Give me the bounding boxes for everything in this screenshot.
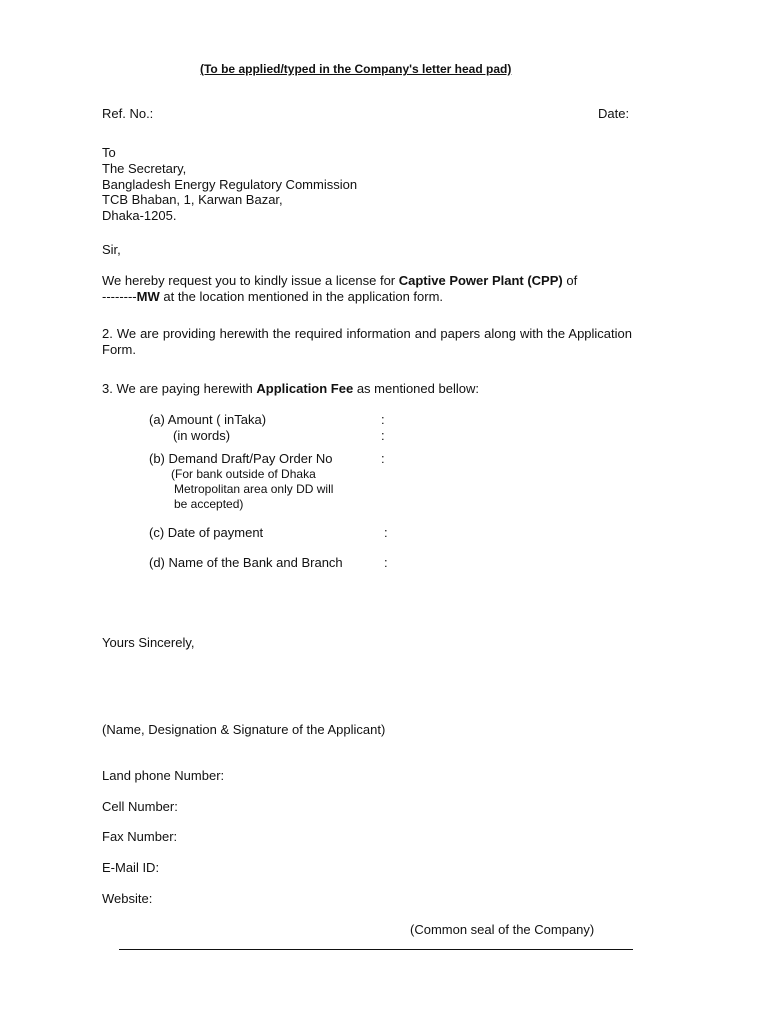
fee-item-b-note-1: (For bank outside of Dhaka [171, 467, 316, 481]
fee-item-a-label: (a) Amount ( inTaka) [149, 412, 267, 427]
address-line-4: Dhaka-1205. [102, 208, 177, 223]
fee-item-a-colon: : [381, 412, 385, 427]
address-line-3: TCB Bhaban, 1, Karwan Bazar, [102, 192, 283, 207]
para1-dashes: -------- [102, 289, 137, 304]
address-to: To [102, 145, 116, 160]
fee-item-d-colon: : [384, 555, 388, 570]
header-note: (To be applied/typed in the Company's letter head pad) [200, 62, 512, 76]
date-label: Date: [598, 106, 630, 121]
salutation: Sir, [102, 242, 121, 257]
website-label: Website: [102, 891, 153, 906]
fee-item-b-note-3: be accepted) [174, 497, 244, 511]
paragraph-1 [102, 273, 632, 305]
address-line-2: Bangladesh Energy Regulatory Commission [102, 177, 358, 192]
ref-no-label: Ref. No.: [102, 106, 154, 121]
fee-item-b-label: (b) Demand Draft/Pay Order No [149, 451, 333, 466]
fee-item-c-label: (c) Date of payment [149, 525, 264, 540]
paragraph-3 [102, 381, 632, 397]
signature-line: (Name, Designation & Signature of the Applicant) [102, 722, 386, 737]
para3-text-b: as mentioned bellow: [353, 381, 479, 396]
fee-item-d-label: (d) Name of the Bank and Branch [149, 555, 343, 570]
closing: Yours Sincerely, [102, 635, 195, 650]
paragraph-2: 2. We are providing herewith the required information and papers along with the Application Form. [102, 326, 632, 357]
para1-text-a: We hereby request you to kindly issue a license for [102, 273, 399, 288]
para3-bold: Application Fee [256, 381, 354, 396]
para1-text-c: at the location mentioned in the application form. [159, 289, 444, 304]
cell-number-label: Cell Number: [102, 799, 178, 814]
para3-text-a: 3. We are paying herewith [102, 381, 257, 396]
fee-item-b-colon: : [381, 451, 385, 466]
land-phone-label: Land phone Number: [102, 768, 225, 783]
fee-item-c-colon: : [384, 525, 388, 540]
common-seal-label: (Common seal of the Company) [410, 922, 595, 937]
para1-bold-mw: MW [136, 289, 160, 304]
bottom-divider [119, 949, 633, 950]
fax-number-label: Fax Number: [102, 829, 178, 844]
fee-item-a-sub: (in words) [173, 428, 231, 443]
fee-item-a-sub-colon: : [381, 428, 385, 443]
address-line-1: The Secretary, [102, 161, 187, 176]
para1-text-b: of [562, 273, 578, 288]
email-id-label: E-Mail ID: [102, 860, 160, 875]
fee-item-b-note-2: Metropolitan area only DD will [174, 482, 334, 496]
para1-bold-cpp: Captive Power Plant (CPP) [398, 273, 563, 288]
